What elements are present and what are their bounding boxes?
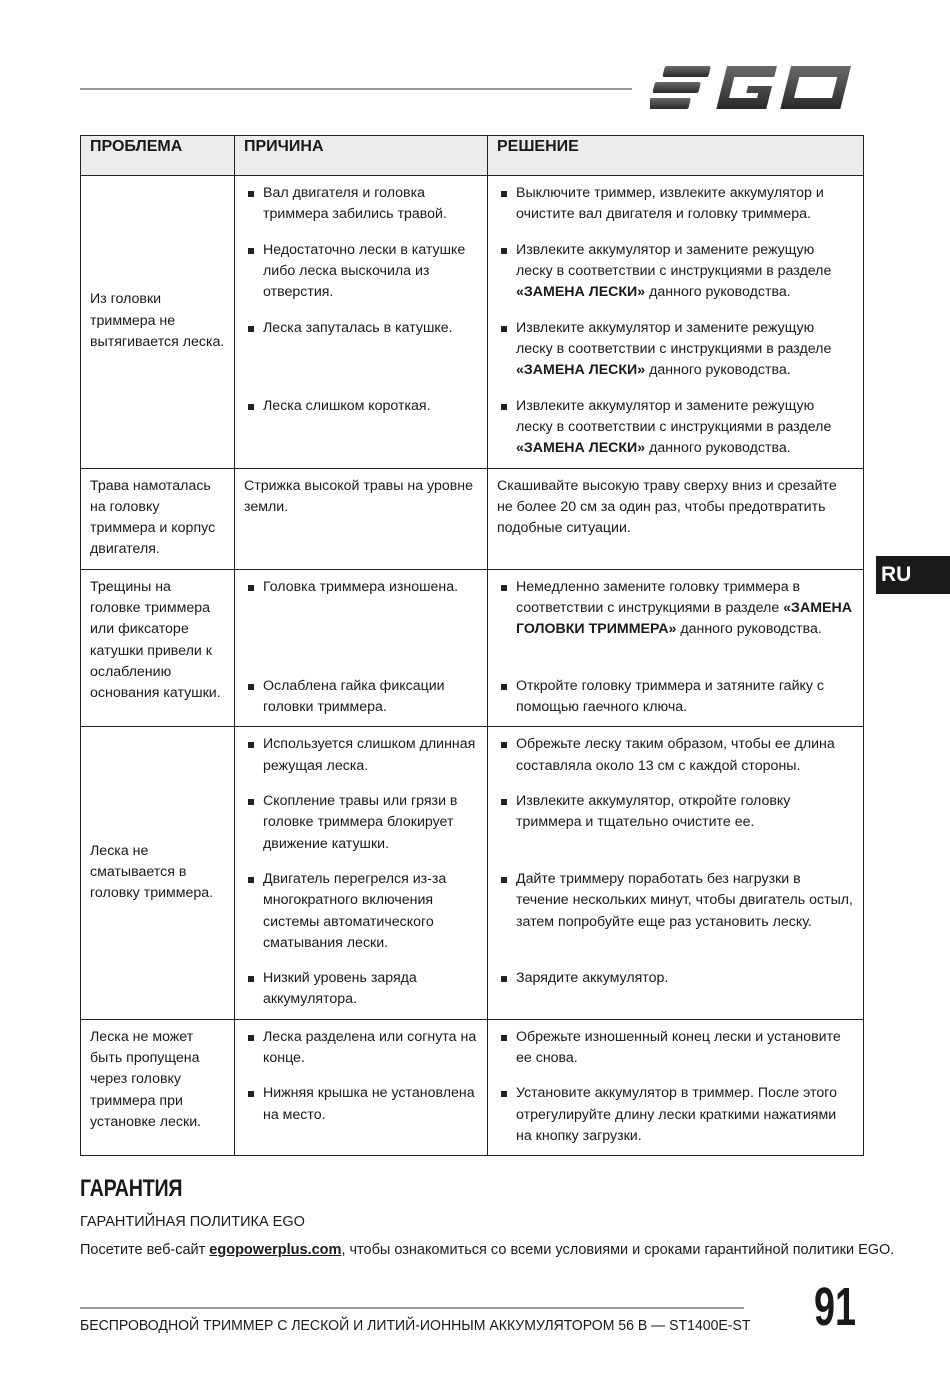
- solution-item: Извлеките аккумулятор, откройте головку триммера и тщательно очистите ее.: [497, 791, 854, 855]
- website-link[interactable]: egopowerplus.com: [209, 1242, 342, 1258]
- cause-item: Головка триммера изношена.: [244, 577, 478, 662]
- page-number: 91: [814, 1277, 857, 1337]
- cause-cell: [235, 727, 488, 1019]
- cause-item: Ослаблена гайка фиксации головки триммера.: [244, 676, 478, 719]
- header-problem: ПРОБЛЕМА: [81, 136, 235, 176]
- ego-logo: [650, 62, 862, 114]
- footer-title: БЕСПРОВОДНОЙ ТРИММЕР С ЛЕСКОЙ И ЛИТИЙ-ИОННЫМ АККУМУЛЯТОРОМ 56 В — ST1400E-ST: [80, 1318, 751, 1334]
- warranty-text: Посетите веб-сайт egopowerplus.com, чтобы ознакомиться со всеми условиями и сроками гарантийной политики EGO.: [80, 1242, 895, 1258]
- cause-item: Скопление травы или грязи в головке триммера блокирует движение катушки.: [244, 791, 478, 855]
- header-cause: ПРИЧИНА: [235, 136, 488, 176]
- problem-cell: Трещины на головке триммера или фиксаторе катушки привели к ослаблению основания катушки.: [81, 569, 235, 727]
- troubleshooting-table: [80, 135, 864, 1156]
- warranty-title: ГАРАНТИЯ: [80, 1175, 183, 1202]
- cause-cell: [235, 569, 488, 727]
- problem-cell: Леска не может быть пропущена через головку триммера при установке лески.: [81, 1019, 235, 1155]
- solution-item: Обрежьте изношенный конец лески и установите ее снова.: [497, 1027, 854, 1070]
- table-row: [81, 1019, 864, 1155]
- solution-item: Извлеките аккумулятор и замените режущую леску в соответствии с инструкциями в разделе «ЗАМЕНА ЛЕСКИ» данного руководства.: [497, 240, 854, 304]
- solution-item: Немедленно замените головку триммера в соответствии с инструкциями в разделе «ЗАМЕНА ГОЛОВКИ ТРИММЕРА» данного руководства.: [497, 577, 854, 662]
- language-tab: RU: [876, 556, 950, 594]
- footer-rule: [80, 1307, 744, 1309]
- problem-cell: Леска не сматывается в головку триммера.: [81, 727, 235, 1019]
- cause-item: Используется слишком длинная режущая леска.: [244, 734, 478, 777]
- cause-item: Нижняя крышка не установлена на место.: [244, 1083, 478, 1126]
- solution-item: Установите аккумулятор в триммер. После этого отрегулируйте длину лески краткими нажатиями на кнопку загрузки.: [497, 1083, 854, 1147]
- cause-item: Вал двигателя и головка триммера забились травой.: [244, 183, 478, 226]
- solution-item: Дайте триммеру поработать без нагрузки в течение нескольких минут, чтобы двигатель остыл, затем попробуйте еще раз установить леску.: [497, 869, 854, 954]
- solution-cell: [488, 176, 864, 469]
- header-solution: РЕШЕНИЕ: [488, 136, 864, 176]
- solution-item: Откройте головку триммера и затяните гайку с помощью гаечного ключа.: [497, 676, 854, 719]
- table-header-row: [81, 136, 864, 176]
- cause-item: Низкий уровень заряда аккумулятора.: [244, 968, 478, 1011]
- cause-cell: [235, 1019, 488, 1155]
- table-row: [81, 569, 864, 727]
- header-rule: [80, 88, 632, 90]
- table-row: [81, 468, 864, 569]
- cause-item: Леска запуталась в катушке.: [244, 318, 478, 382]
- solution-item: Извлеките аккумулятор и замените режущую леску в соответствии с инструкциями в разделе «ЗАМЕНА ЛЕСКИ» данного руководства.: [497, 396, 854, 460]
- cause-cell: [235, 468, 488, 569]
- cause-item: Недостаточно лески в катушке либо леска выскочила из отверстия.: [244, 240, 478, 304]
- cause-item: Леска разделена или согнута на конце.: [244, 1027, 478, 1070]
- solution-item: Зарядите аккумулятор.: [497, 968, 854, 989]
- cause-text: Стрижка высокой травы на уровне земли.: [244, 477, 474, 515]
- table-row: [81, 176, 864, 469]
- solution-cell: [488, 1019, 864, 1155]
- warranty-subtitle: ГАРАНТИЙНАЯ ПОЛИТИКА EGO: [80, 1214, 305, 1230]
- problem-cell: Из головки триммера не вытягивается леска.: [81, 176, 235, 469]
- solution-text: Скашивайте высокую траву сверху вниз и срезайте не более 20 см за один раз, чтобы предотвратить подобные ситуации.: [497, 477, 837, 537]
- solution-cell: [488, 569, 864, 727]
- solution-item: Извлеките аккумулятор и замените режущую леску в соответствии с инструкциями в разделе «ЗАМЕНА ЛЕСКИ» данного руководства.: [497, 318, 854, 382]
- solution-item: Обрежьте леску таким образом, чтобы ее длина составляла около 13 см с каждой стороны.: [497, 734, 854, 777]
- solution-cell: [488, 727, 864, 1019]
- cause-cell: [235, 176, 488, 469]
- problem-cell: Трава намоталась на головку триммера и корпус двигателя.: [81, 468, 235, 569]
- cause-item: Леска слишком короткая.: [244, 396, 478, 460]
- cause-item: Двигатель перегрелся из-за многократного включения системы автоматического сматывания лески.: [244, 869, 478, 954]
- table-row: [81, 727, 864, 1019]
- solution-cell: [488, 468, 864, 569]
- solution-item: Выключите триммер, извлеките аккумулятор и очистите вал двигателя и головку триммера.: [497, 183, 854, 226]
